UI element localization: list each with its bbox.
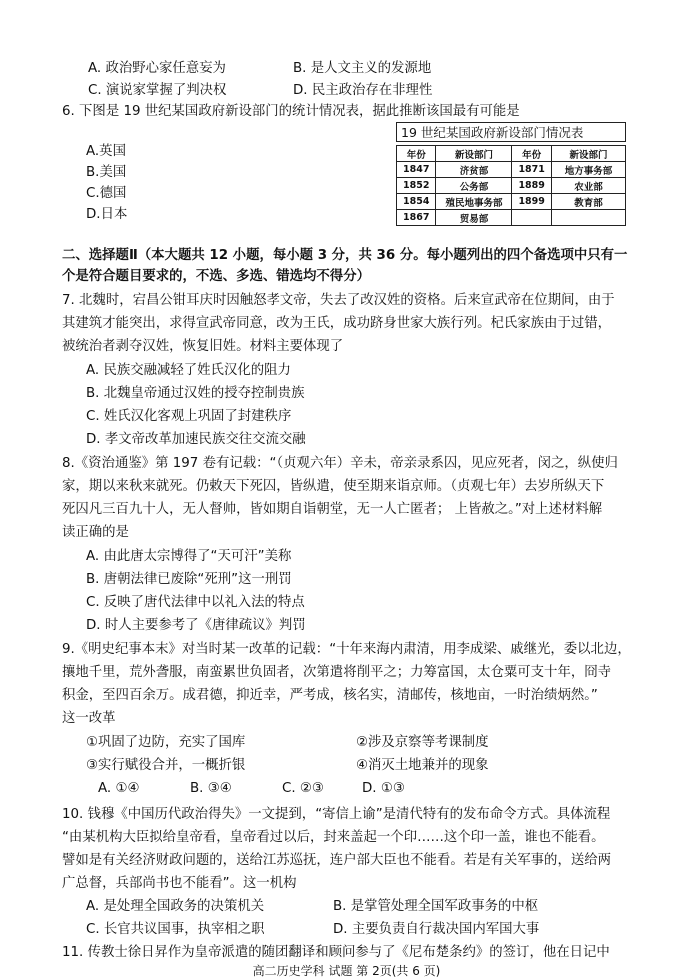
q9-option-d: D. ①③ — [362, 781, 405, 796]
table-cell: 1847 — [397, 162, 436, 178]
section2-heading-line1: 二、选择题Ⅱ（本大题共 12 小题，每小题 3 分，共 36 分。每小题列出的四个备选项中只有一 — [62, 248, 628, 263]
q10-stem-line: “由某机构大臣拟给皇帝看，皇帝看过以后，封来盖起一个印……这个印一盖，谁也不能看。 — [62, 830, 605, 845]
table-header-cell: 年份 — [512, 146, 551, 162]
table-row — [397, 210, 626, 226]
table-row — [397, 194, 626, 210]
q10-stem-line: 广总督，兵部尚书也不能看”。这一机构 — [62, 876, 297, 891]
q10-option-a: A. 是处理全国政务的决策机关 — [86, 899, 265, 914]
table-cell: 公务部 — [436, 178, 512, 194]
q7-option-c: C. 姓氏汉化客观上巩固了封建秩序 — [86, 409, 292, 424]
q6-option-d: D.日本 — [86, 207, 128, 222]
table-cell: 贸易部 — [436, 210, 512, 226]
table-cell: 济贫部 — [436, 162, 512, 178]
table-cell: 1889 — [512, 178, 551, 194]
q9-option-c: C. ②③ — [282, 781, 324, 796]
q8-stem-line: 家，期以来秋来就死。仍敕天下死囚，皆纵遣，使至期来诣京师。（贞观七年）去岁所纵天下 — [62, 479, 605, 494]
q8-stem-line: 读正确的是 — [62, 525, 129, 540]
q10-option-d: D. 主要负责自行裁决国内军国大事 — [333, 922, 540, 937]
q5-option-d: D. 民主政治存在非理性 — [293, 83, 433, 98]
table-cell: 1852 — [397, 178, 436, 194]
q6-option-a: A.英国 — [86, 144, 126, 159]
q9-stem-line: 积金，至四百余万。成君德，抑近幸，严考成，核名实，清邮传，核地亩，一时治绩炳然。” — [62, 688, 598, 703]
q10-option-b: B. 是掌管处理全国军政事务的中枢 — [333, 899, 539, 914]
q6-stem: 6. 下图是 19 世纪某国政府新设部门的统计情况表，据此推断该国最有可能是 — [62, 104, 520, 119]
q6-option-c: C.德国 — [86, 186, 127, 201]
q8-option-a: A. 由此唐太宗博得了“天可汗”美称 — [86, 549, 292, 564]
table-header-row — [397, 146, 626, 162]
q9-item-2: ②涉及京察等考课制度 — [356, 735, 489, 750]
table-header-cell: 新设部门 — [436, 146, 512, 162]
table-row — [397, 162, 626, 178]
q6-option-b: B.美国 — [86, 165, 127, 180]
table-cell — [512, 210, 551, 226]
q7-option-a: A. 民族交融减轻了姓氏汉化的阻力 — [86, 363, 291, 378]
table-cell: 农业部 — [551, 178, 625, 194]
q7-stem-line: 其建筑才能突出，求得宣武帝同意，改为王氏，成功跻身世家大族行列。杞氏家族由于过错， — [62, 316, 612, 331]
table-header-cell: 年份 — [397, 146, 436, 162]
q10-stem-line: 譬如是有关经济财政问题的，送给江苏巡抚，连户部大臣也不能看。若是有关军事的，送给两 — [62, 853, 612, 868]
q9-item-4: ④消灭土地兼并的现象 — [356, 758, 489, 773]
q9-stem-line: 这一改革 — [62, 711, 116, 726]
q7-option-b: B. 北魏皇帝通过汉姓的授夺控制贵族 — [86, 386, 305, 401]
q5-option-b: B. 是人文主义的发源地 — [293, 61, 432, 76]
q8-option-d: D. 时人主要参考了《唐律疏议》判罚 — [86, 618, 306, 633]
q9-item-3: ③实行赋役合并，一概折银 — [86, 758, 246, 773]
q5-option-a: A. 政治野心家任意妄为 — [88, 61, 226, 76]
q9-stem-line: 9.《明史纪事本末》对当时某一改革的记载：“十年来海内肃清，用李成梁、戚继光，委以北边， — [62, 642, 631, 657]
q9-option-a: A. ①④ — [98, 781, 140, 796]
table-cell: 教育部 — [551, 194, 625, 210]
table-row — [397, 178, 626, 194]
table-cell: 1867 — [397, 210, 436, 226]
table-cell: 1871 — [512, 162, 551, 178]
q7-stem-line: 被统治者剥夺汉姓，恢复旧姓。材料主要体现了 — [62, 339, 344, 354]
q10-stem-line: 10. 钱穆《中国历代政治得失》一文提到，“寄信上谕”是清代特有的发布命令方式。具体流程 — [62, 807, 611, 822]
q7-stem-line: 7. 北魏时，宕昌公钳耳庆时因触怒孝文帝，失去了改汉姓的资格。后来宣武帝在位期间，由于 — [62, 293, 615, 308]
q9-stem-line: 攘地千里，荒外詟服，南蛮累世负固者，次第遣将削平之；力筹富国，太仓粟可支十年，冏寺 — [62, 665, 612, 680]
q6-table-title: 19 世纪某国政府新设部门情况表 — [396, 122, 626, 142]
table-cell: 地方事务部 — [551, 162, 625, 178]
section2-heading-line2: 个是符合题目要求的，不选、多选、错选均不得分） — [62, 269, 370, 284]
q11-stem-line: 11. 传教士徐日昇作为皇帝派遣的随团翻译和顾问参与了《尼布楚条约》的签订，他在日记中 — [62, 945, 610, 960]
table-cell: 1854 — [397, 194, 436, 210]
table-header-cell: 新设部门 — [551, 146, 625, 162]
q8-stem-line: 死囚凡三百九十人，无人督帅，皆如期自诣朝堂，无一人亡匿者； 上皆赦之。”对上述材料解 — [62, 502, 603, 517]
q7-option-d: D. 孝文帝改革加速民族交往交流交融 — [86, 432, 306, 447]
q8-option-c: C. 反映了唐代法律中以礼入法的特点 — [86, 595, 305, 610]
q8-stem-line: 8.《资治通鉴》第 197 卷有记载：“（贞观六年）辛未，帝亲录系囚，见应死者，闵之，纵使归 — [62, 456, 618, 471]
table-cell: 1899 — [512, 194, 551, 210]
q9-item-1: ①巩固了边防，充实了国库 — [86, 735, 246, 750]
q9-option-b: B. ③④ — [190, 781, 232, 796]
q5-option-c: C. 演说家掌握了判决权 — [88, 83, 227, 98]
table-cell: 殖民地事务部 — [436, 194, 512, 210]
page-footer: 高二历史学科 试题 第 2页(共 6 页) — [252, 964, 441, 978]
q8-option-b: B. 唐朝法律已废除“死刑”这一刑罚 — [86, 572, 292, 587]
table-cell — [551, 210, 625, 226]
q6-table — [396, 145, 626, 226]
q10-option-c: C. 长官共议国事，执宰相之职 — [86, 922, 265, 937]
